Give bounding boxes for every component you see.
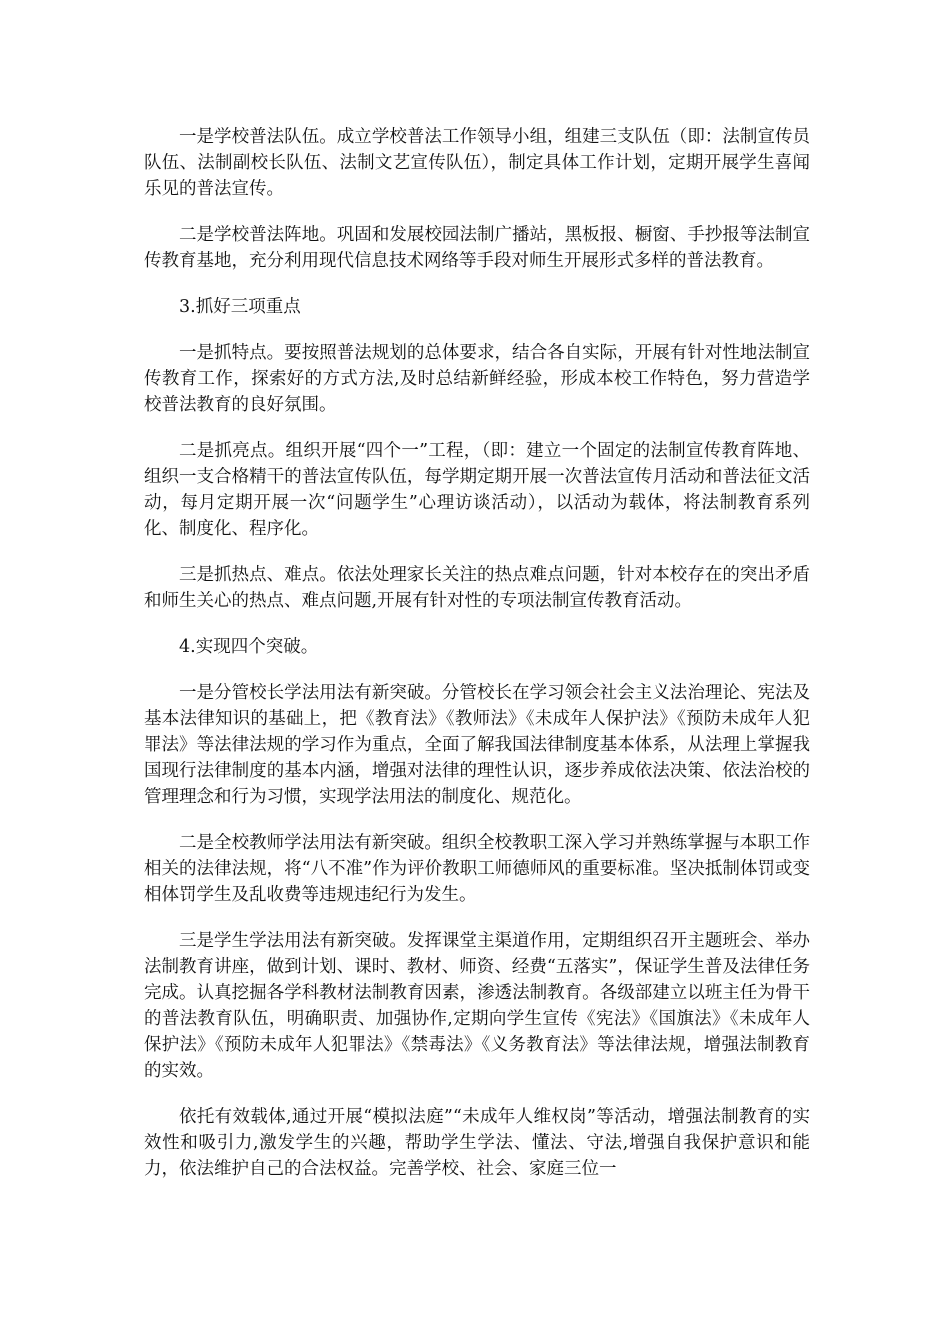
paragraph-teacher-breakthrough: 二是全校教师学法用法有新突破。组织全校教职工深入学习并熟练掌握与本职工作相关的法律法规，将“八不准”作为评价教职工师德师风的重要标准。坚决抵制体罚或变相体罚学生及乱收费等违规违纪行为发生。: [144, 833, 810, 905]
paragraph-characteristics: 一是抓特点。要按照普法规划的总体要求，结合各自实际，开展有针对性地法制宣传教育工作，探索好的方式方法,及时总结新鲜经验，形成本校工作特色，努力营造学校普法教育的良好氛围。: [144, 343, 810, 415]
paragraph-hotspots: 三是抓热点、难点。依法处理家长关注的热点难点问题，针对本校存在的突出矛盾和师生关心的热点、难点问题,开展有针对性的专项法制宣传教育活动。: [144, 565, 810, 611]
section-heading-four-breakthroughs: 4.实现四个突破。: [179, 637, 319, 657]
section-heading-three-focus: 3.抓好三项重点: [179, 297, 301, 317]
document-body: [144, 124, 810, 1202]
paragraph-carriers: 依托有效载体,通过开展“模拟法庭”“未成年人维权岗”等活动，增强法制教育的实效性和吸引力,激发学生的兴趣，帮助学生学法、懂法、守法,增强自我保护意识和能力，依法维护自己的合法权益。完善学校、社会、家庭三位一: [144, 1107, 810, 1179]
paragraph-principal-breakthrough: 一是分管校长学法用法有新突破。分管校长在学习领会社会主义法治理论、宪法及基本法律知识的基础上，把《教育法》《教师法》《未成年人保护法》《预防未成年人犯罪法》等法律法规的学习作为重点，全面了解我国法律制度基本体系，从法理上掌握我国现行法律制度的基本内涵，增强对法律的理性认识，逐步养成依法决策、依法治校的管理理念和行为习惯，实现学法用法的制度化、规范化。: [144, 683, 810, 807]
paragraph-student-breakthrough: 三是学生学法用法有新突破。发挥课堂主渠道作用，定期组织召开主题班会、举办法制教育讲座，做到计划、课时、教材、师资、经费“五落实”，保证学生普及法律任务完成。认真挖掘各学科教材法制教育因素，渗透法制教育。各级部建立以班主任为骨干的普法教育队伍，明确职责、加强协作,定期向学生宣传《宪法》《国旗法》《未成年人保护法》《预防未成年人犯罪法》《禁毒法》《义务教育法》等法律法规，增强法制教育的实效。: [144, 931, 810, 1081]
paragraph-school-base: 二是学校普法阵地。巩固和发展校园法制广播站，黑板报、橱窗、手抄报等法制宣传教育基地，充分利用现代信息技术网络等手段对师生开展形式多样的普法教育。: [144, 225, 810, 271]
paragraph-highlights: 二是抓亮点。组织开展“四个一”工程，（即：建立一个固定的法制宣传教育阵地、组织一支合格精干的普法宣传队伍，每学期定期开展一次普法宣传月活动和普法征文活动，每月定期开展一次“问题学生”心理访谈活动），以活动为载体，将法制教育系列化、制度化、程序化。: [144, 441, 810, 539]
paragraph-school-team: 一是学校普法队伍。成立学校普法工作领导小组，组建三支队伍（即：法制宣传员队伍、法制副校长队伍、法制文艺宣传队伍），制定具体工作计划，定期开展学生喜闻乐见的普法宣传。: [144, 127, 810, 199]
